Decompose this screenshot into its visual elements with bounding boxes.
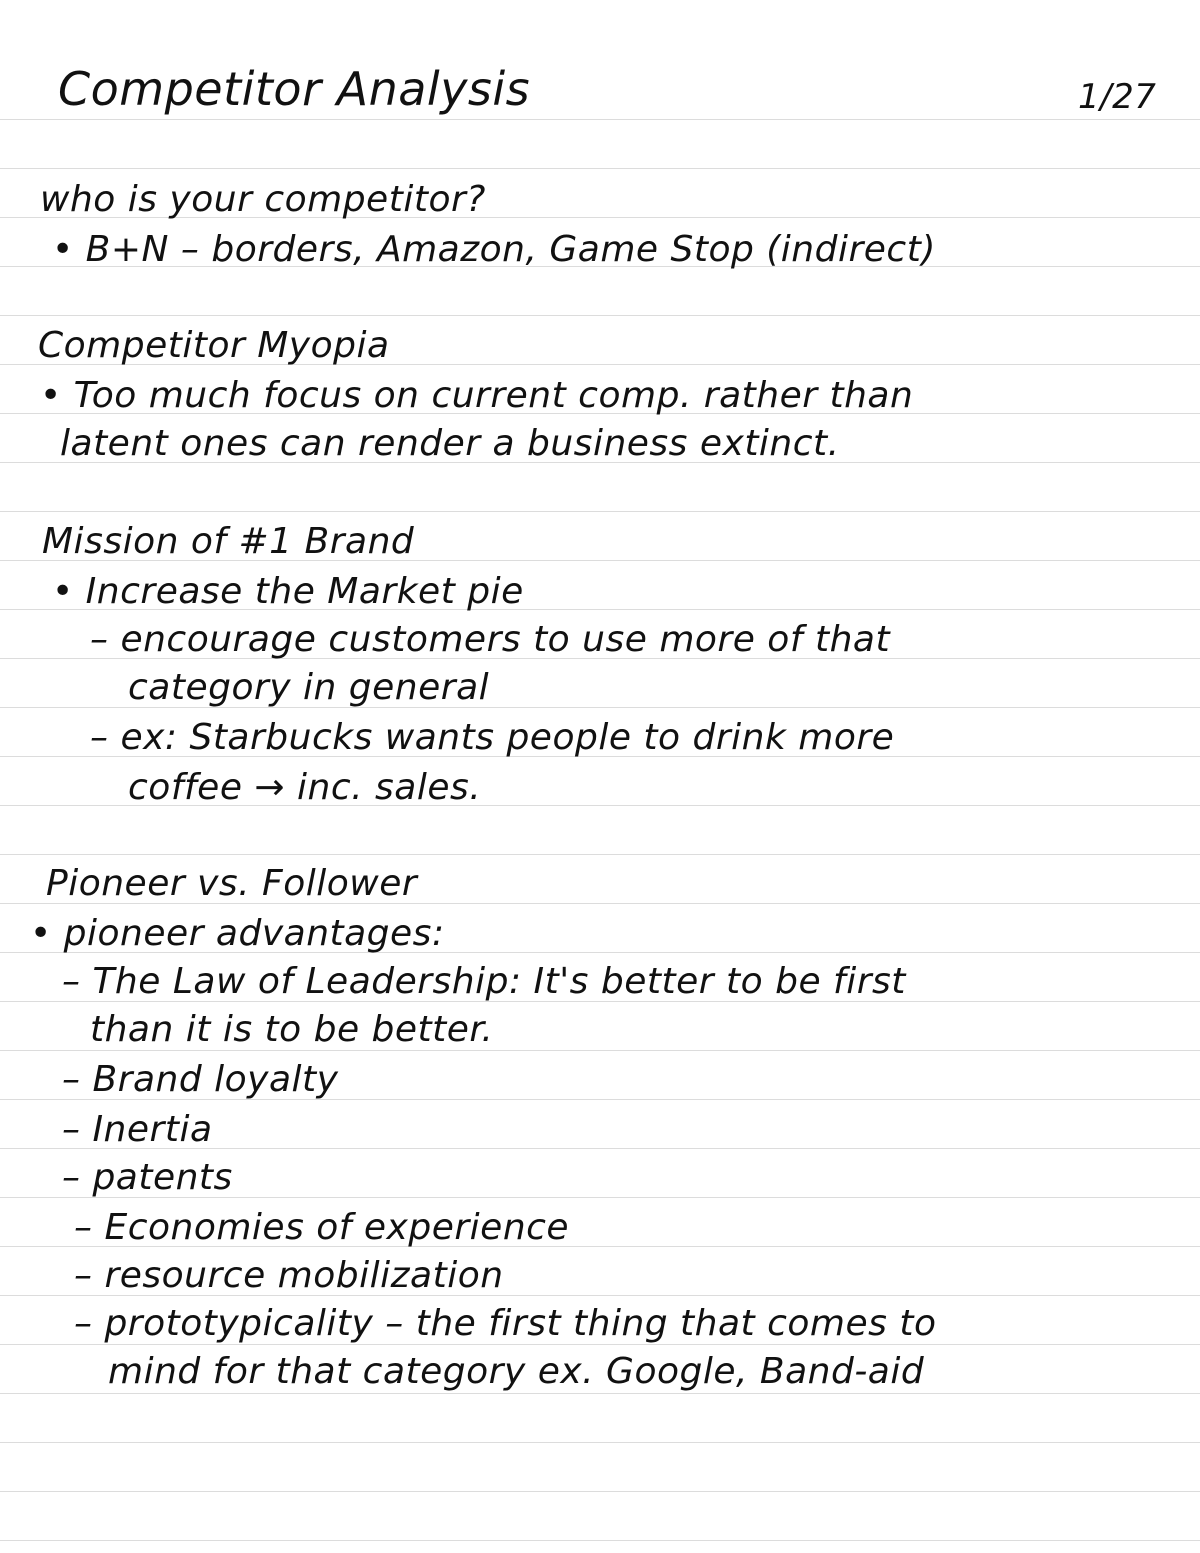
section-heading-myopia: Competitor Myopia (38, 325, 390, 366)
sub-bullet-line: – The Law of Leadership: It's better to be first (62, 961, 906, 1002)
bullet-line: • B+N – borders, Amazon, Game Stop (indirect) (52, 229, 936, 270)
section-heading-pioneer: Pioneer vs. Follower (46, 863, 418, 904)
page-date: 1/27 (1078, 77, 1157, 117)
sub-bullet-line: – Brand loyalty (62, 1059, 339, 1100)
continuation-line: category in general (128, 667, 490, 708)
section-heading-mission: Mission of #1 Brand (42, 521, 415, 562)
sub-bullet-line: – prototypicality – the first thing that comes to (74, 1303, 937, 1344)
sub-bullet-line: – resource mobilization (74, 1255, 504, 1296)
sub-bullet-line: – ex: Starbucks wants people to drink more (90, 717, 895, 758)
sub-bullet-line: – patents (62, 1157, 233, 1198)
continuation-line: coffee → inc. sales. (128, 767, 482, 808)
continuation-line: than it is to be better. (90, 1009, 494, 1050)
continuation-line: latent ones can render a business extinct. (60, 423, 840, 464)
sub-bullet-line: – Inertia (62, 1109, 213, 1150)
page-title: Competitor Analysis (58, 62, 531, 116)
sub-bullet-line: – Economies of experience (74, 1207, 570, 1248)
bullet-line: • Increase the Market pie (52, 571, 524, 612)
section-heading-competitor: who is your competitor? (40, 179, 486, 220)
sub-bullet-line: – encourage customers to use more of that (90, 619, 891, 660)
continuation-line: mind for that category ex. Google, Band-aid (108, 1351, 925, 1392)
bullet-line: • Too much focus on current comp. rather than (40, 375, 914, 416)
bullet-line: • pioneer advantages: (30, 913, 445, 954)
